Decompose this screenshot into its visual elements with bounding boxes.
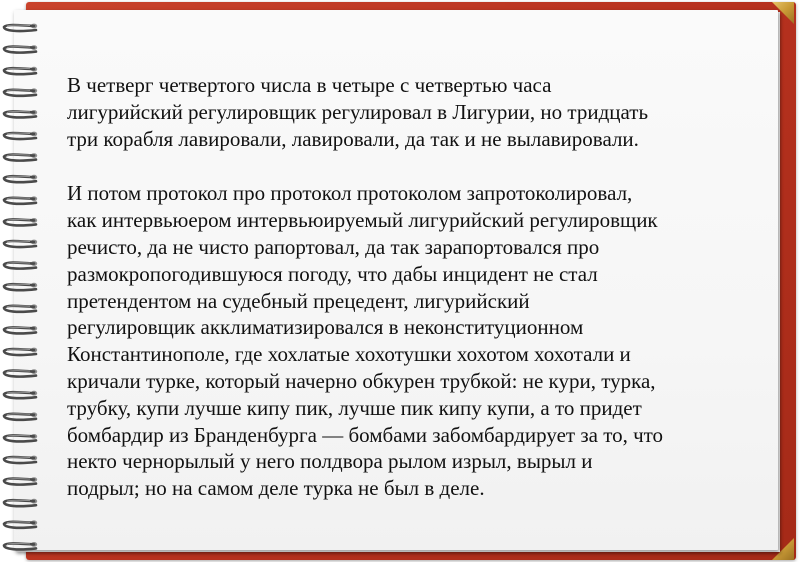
text-line: Константинополе, где хохлатые хохотушки хохотом хохотали и (67, 342, 631, 367)
text-line: речисто, да не чисто рапортовал, да так зарапортовался про (67, 234, 600, 259)
text-line: кричали турке, который начерно обкурен трубкой: не кури, турка, (67, 368, 656, 393)
spiral-ring (4, 218, 37, 225)
spiral-ring (4, 456, 37, 463)
text-line: бомбардир из Бранденбурга — бомбами забомбардирует за то, что (67, 422, 664, 447)
text-line: три корабля лавировали, лавировали, да так и не вылавировали. (67, 126, 639, 151)
spiral-binding (0, 0, 44, 562)
text-line: размокропогодившуюся погоду, что дабы инцидент не стал (67, 261, 598, 286)
text-line: некто чернорылый у него полдвора рылом изрыл, вырыл и (67, 449, 593, 474)
spiral-ring (4, 196, 37, 203)
text-line: как интервьюером интервьюируемый лигурийский регулировщик (67, 208, 658, 233)
spiral-ring (4, 88, 37, 95)
spiral-ring (4, 240, 37, 247)
spiral-ring (4, 304, 37, 311)
text-line: претендентом на судебный прецедент, лигурийский (67, 288, 530, 313)
spiral-ring (4, 132, 37, 139)
spiral-ring (4, 499, 37, 506)
page-text (67, 72, 767, 530)
text-line: регулировщик акклиматизировался в неконституционном (67, 315, 584, 340)
spiral-ring (4, 542, 37, 549)
text-line: В четверг четвертого числа в четыре с четвертью часа (67, 73, 552, 97)
text-line: лигурийский регулировщик регулировал в Лигурии, но тридцать (67, 99, 649, 124)
spiral-ring (4, 412, 37, 419)
text-line: подрыл; но на самом деле турка не был в деле. (67, 476, 485, 501)
spiral-ring (4, 45, 37, 52)
paragraph-2 (67, 180, 767, 502)
spiral-ring (4, 175, 37, 182)
spiral-ring (4, 67, 37, 74)
spiral-ring (4, 153, 37, 160)
text-line: И потом протокол про протокол протоколом запротоколировал, (67, 181, 633, 206)
spiral-ring (4, 520, 37, 527)
spiral-ring (4, 261, 37, 268)
spiral-ring (4, 348, 37, 355)
spiral-ring (4, 326, 37, 333)
spiral-ring (4, 24, 37, 31)
paragraph-1 (67, 72, 767, 152)
spiral-ring (4, 283, 37, 290)
spiral-ring (4, 391, 37, 398)
spiral-ring (4, 369, 37, 376)
text-line: трубку, купи лучше кипу пик, лучше пик кипу купи, а то придет (67, 395, 642, 420)
spiral-ring (4, 477, 37, 484)
spiral-ring (4, 434, 37, 441)
spiral-ring (4, 110, 37, 117)
